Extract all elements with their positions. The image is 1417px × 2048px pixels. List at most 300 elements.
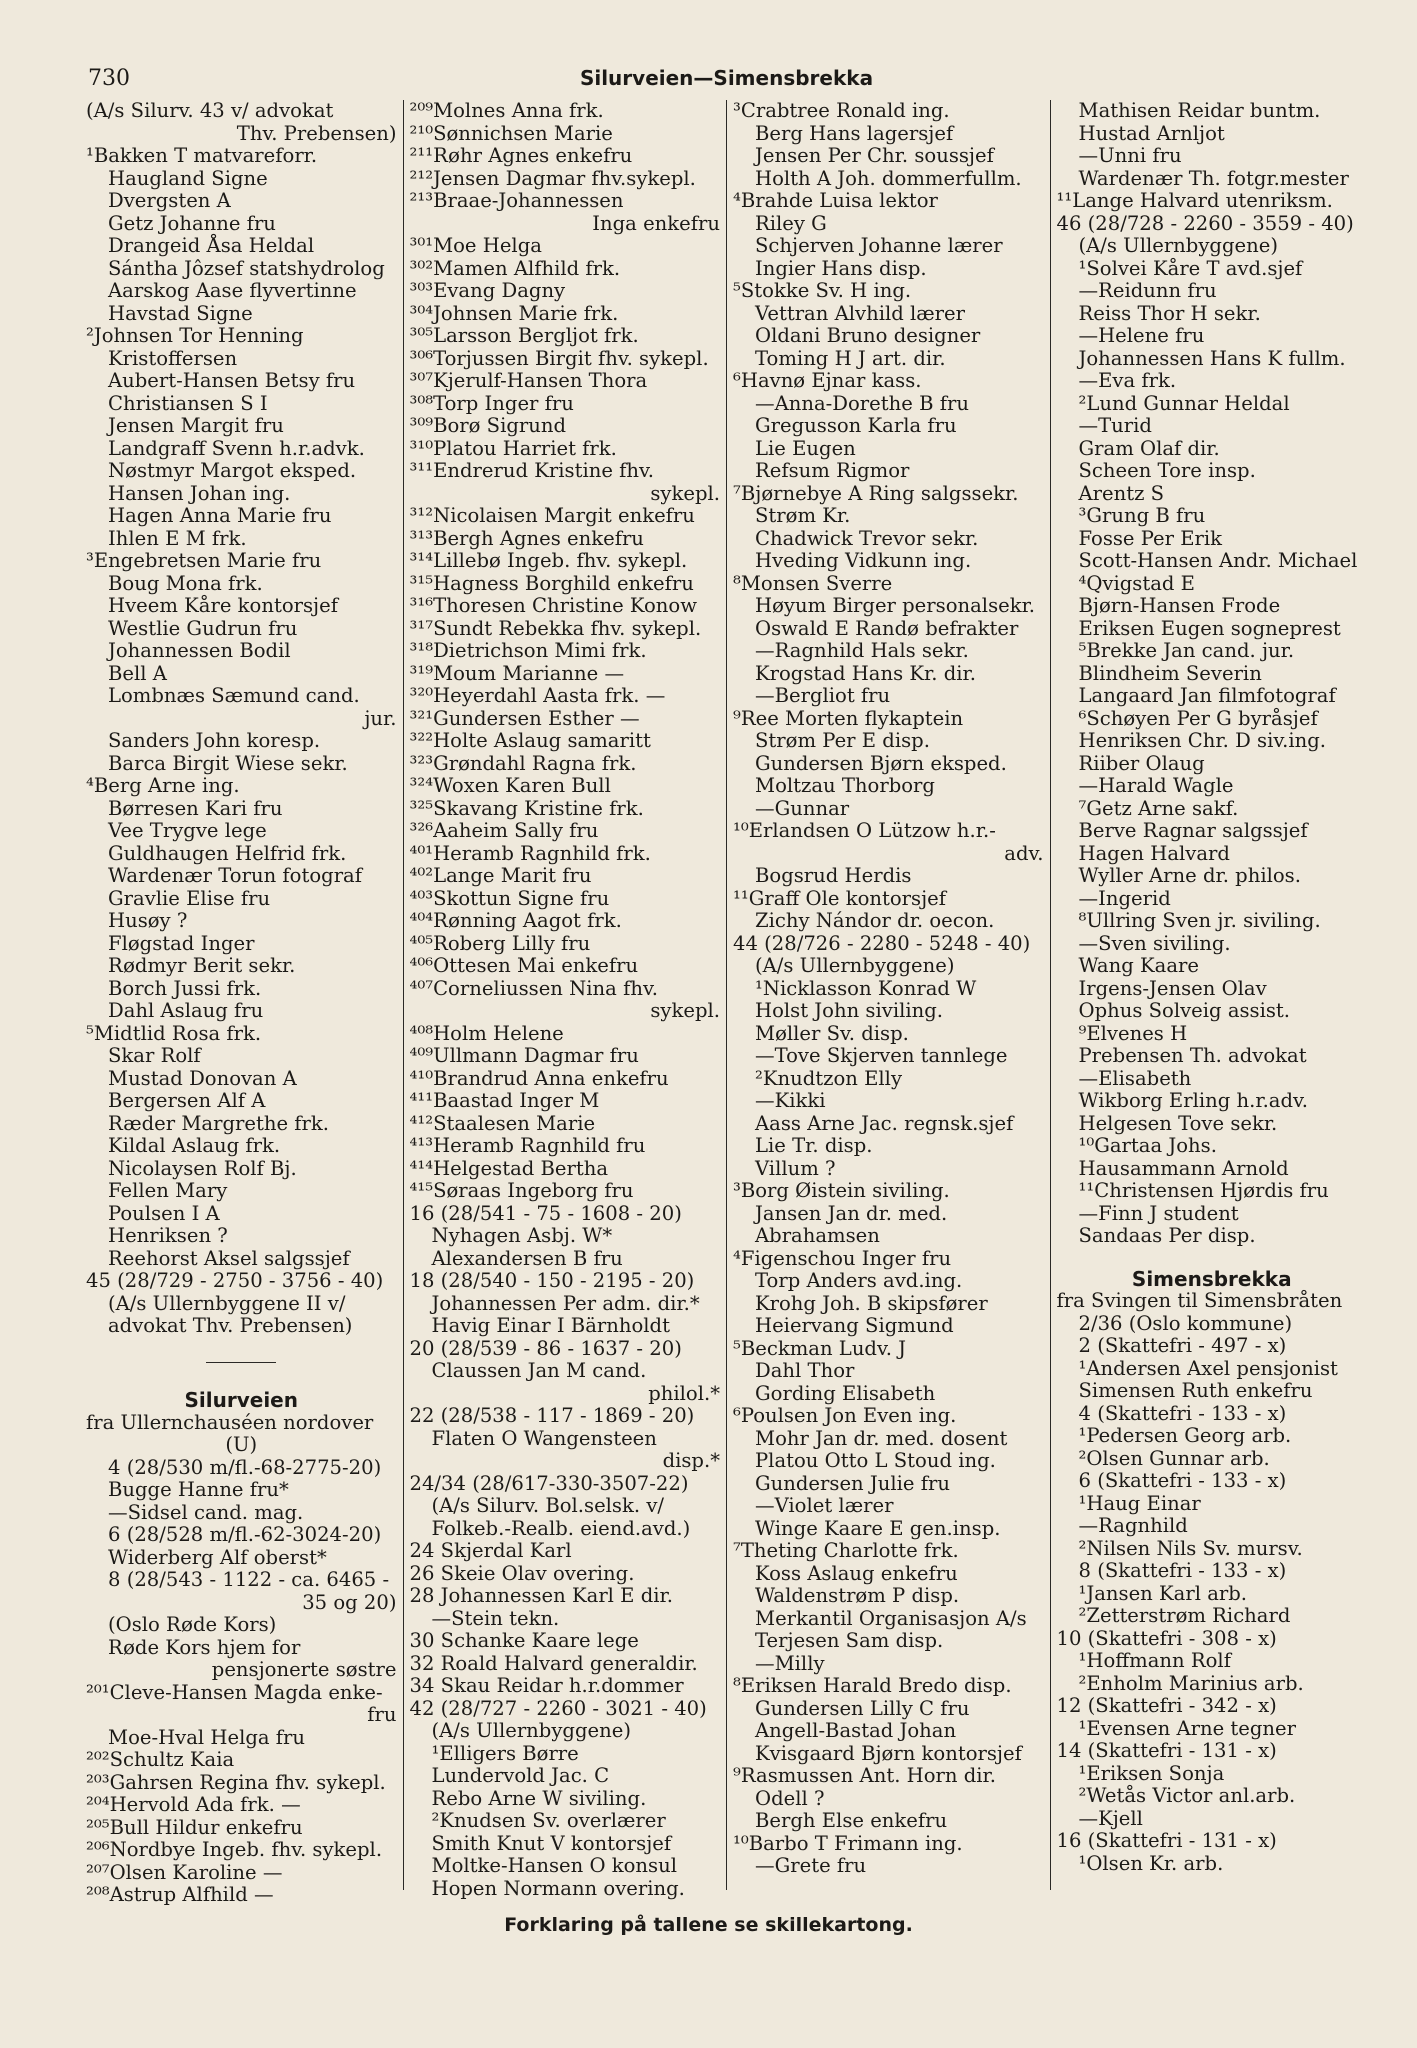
directory-line: Fosse Per Erik [1078,526,1223,550]
directory-line: fra Ullernchauséen nordover [86,1410,374,1434]
directory-line: Høyum Birger personalsekr. [755,594,1036,617]
directory-line: ²Wetås Victor anl.arb. [1078,1784,1296,1807]
directory-line: —Ragnhild Hals sekr. [755,639,969,662]
directory-line: Røde Kors hjem for [108,1635,301,1659]
directory-line: ⁵Stokke Sv. H ing. [733,279,912,302]
directory-line: ⁴⁰⁸Holm Helene [409,1021,564,1045]
directory-line: Zichy Nándor dr. oecon. [755,909,995,932]
column-4 [1051,100,1374,1890]
directory-line: ¹Nicklasson Konrad W [755,976,977,1000]
columns [80,99,1373,1906]
directory-line: Kildal Aslaug frk. [108,1134,281,1157]
directory-line: 10 (Skattefri - 308 - x) [1056,1626,1277,1650]
directory-line: 2 (Skattefri - 497 - x) [1078,1334,1287,1357]
directory-line: ³⁰²Mamen Alfhild frk. [409,256,621,280]
directory-line: pensjonerte søstre [211,1658,397,1681]
directory-line: —Grete fru [755,1854,867,1877]
directory-line: ²⁰⁷Olsen Karoline — [86,1860,283,1884]
directory-line: Johannessen Hans K fullm. [1078,346,1346,370]
directory-line: ³⁰⁴Johnsen Marie frk. [409,301,619,325]
directory-line: —Finn J student [1078,1201,1239,1225]
directory-line: Ophus Solveig assist. [1078,999,1291,1022]
directory-line: —Ragnhild [1078,1514,1188,1537]
directory-line: Westlie Gudrun fru [108,616,298,640]
directory-line: ²Knudsen Sv. overlærer [431,1809,666,1832]
directory-line: Haugland Signe [108,166,268,190]
directory-line: ¹Bakken T matvareforr. [86,144,318,167]
directory-line: Hveem Kåre kontorsjef [108,594,338,617]
directory-line: ⁴¹²Staalesen Marie [409,1111,596,1135]
directory-line: ³Engebretsen Marie fru [86,549,322,572]
directory-line: 4 (Skattefri - 133 - x) [1078,1401,1287,1425]
directory-line: Landgraff Svenn h.r.advk. [108,436,365,460]
directory-line: Oswald E Randø befrakter [755,616,1019,640]
directory-line: 16 (28/541 - 75 - 1608 - 20) [409,1201,682,1225]
directory-line: Lombnæs Sæmund cand. [108,684,360,707]
directory-line: disp.* [662,1449,720,1472]
directory-line: Angell-Bastad Johan [755,1719,957,1742]
directory-line: Kvisgaard Bjørn kontorsjef [755,1741,1022,1765]
directory-line: ²Enholm Marinius arb. [1078,1671,1304,1695]
directory-line: Hagen Anna Marie fru [108,504,332,527]
directory-line: ³⁰³Evang Dagny [409,279,566,302]
directory-line: Johannessen Bodil [108,639,291,662]
directory-line: Rebo Arne W siviling. [431,1786,647,1810]
directory-line: Waldenstrøm P disp. [755,1584,960,1607]
directory-line: Drangeid Åsa Heldal [108,234,315,257]
directory-line: —Sven siviling. [1078,931,1231,955]
directory-line: 2/36 (Oslo kommune) [1078,1311,1293,1335]
directory-line: sykepl. [650,999,720,1022]
directory-line: ²Olsen Gunnar arb. [1078,1446,1270,1470]
directory-line: ³Grung B fru [1078,504,1206,527]
column-1 [80,99,404,1906]
directory-line: Wang Kaare [1078,954,1199,977]
directory-line: ²¹³Braae-Johannessen [409,189,624,212]
directory-line: (U) [225,1433,258,1456]
directory-line: ³¹¹Endrerud Kristine fhv. [409,459,655,482]
directory-line: —Stein tekn. [431,1606,560,1630]
directory-line: Toming H J art. dir. [755,346,946,370]
directory-line: Blindheim Severin [1078,661,1262,685]
directory-line: Krogstad Hans Kr. dir. [755,661,976,685]
directory-line: —Ingerid [1078,886,1171,910]
directory-line: (A/s Silurv. 43 v/ advokat [86,99,334,122]
directory-line: Skar Rolf [108,1044,201,1067]
directory-line: ⁸Ullring Sven jr. siviling. [1078,909,1321,932]
directory-line: ⁶Schøyen Per G byråsjef [1078,706,1318,730]
directory-line: Sántha Jôzsef statshydrolog [108,256,385,280]
directory-line: —Milly [755,1651,825,1675]
directory-line: Widerberg Alf oberst* [108,1545,327,1569]
directory-line: Winge Kaare E gen.insp. [755,1516,1001,1540]
directory-line: (A/s Silurv. Bol.selsk. v/ [431,1494,664,1517]
directory-line: —Harald Wagle [1078,774,1234,797]
directory-line: Heiervang Sigmund [755,1314,954,1337]
directory-line: Reehorst Aksel salgssjef [108,1246,350,1270]
directory-line: Helgesen Tove sekr. [1078,1111,1278,1135]
directory-line: adv. [1004,841,1044,865]
directory-line: Wardenær Torun fotograf [108,864,362,887]
directory-line: Nyhagen Asbj. W* [431,1224,613,1247]
directory-line: Abrahamsen [755,1224,880,1247]
directory-line: ¹Pedersen Georg arb. [1078,1424,1292,1447]
directory-line: Scott-Hansen Andr. Michael [1078,549,1358,572]
directory-line: ⁴¹⁰Brandrud Anna enkefru [409,1066,669,1090]
directory-line: ¹¹Graff Ole kontorsjef [733,886,947,910]
directory-line: ²Knudtzon Elly [755,1066,903,1090]
directory-line: Nøstmyr Margot eksped. [108,459,357,482]
directory-line: —Reidunn fru [1078,279,1217,302]
directory-line: ³²⁶Aaheim Sally fru [409,819,599,842]
directory-line: Bergh Else enkefru [755,1809,948,1832]
directory-line: —Kjell [1078,1806,1143,1830]
directory-line: Barca Birgit Wiese sekr. [108,751,348,775]
directory-line: —Turid [1078,414,1152,437]
directory-line: ⁴⁰³Skottun Signe fru [409,886,610,910]
directory-line: ⁴⁰¹Heramb Ragnhild frk. [409,841,651,865]
directory-line: Bell A [108,661,167,685]
directory-line: Bergersen Alf A [108,1089,266,1112]
directory-line: ³Crabtree Ronald ing. [733,99,950,122]
directory-line: ¹⁰Gartaa Johs. [1078,1134,1217,1157]
directory-line: ³²⁰Heyerdahl Aasta frk. — [409,684,666,707]
directory-line: —Gunnar [755,796,850,820]
directory-line: Getz Johanne fru [108,211,276,235]
directory-line: ⁴Berg Arne ing. [86,774,240,797]
directory-line: ⁴Brahde Luisa lektor [733,189,938,212]
directory-line: 35 og 20) [302,1590,397,1614]
directory-line: Oldani Bruno designer [755,324,981,347]
directory-line: Dahl Thor [755,1359,855,1382]
directory-line: ²⁰²Schultz Kaia [86,1748,235,1771]
directory-line: Aarskog Aase flyvertinne [108,279,357,302]
directory-line: (A/s Ullernbyggene II v/ [108,1291,346,1315]
directory-line: Schjerven Johanne lærer [755,234,1003,257]
directory-line: ⁹Ree Morten flykaptein [733,706,964,730]
directory-line: fra Svingen til Simensbråten [1056,1289,1343,1312]
directory-line: ³²²Holte Aslaug samaritt [409,729,651,752]
directory-line: ³⁰⁶Torjussen Birgit fhv. sykepl. [409,346,709,370]
directory-line: —Tove Skjerven tannlege [755,1044,1008,1067]
directory-line: ¹Olsen Kr. arb. [1078,1851,1224,1875]
directory-line: Møller Sv. disp. [755,1021,909,1045]
directory-line: Rødmyr Berit sekr. [108,954,296,977]
directory-line: Hustad Arnljot [1078,121,1225,145]
directory-line: ⁴⁰⁹Ullmann Dagmar fru [409,1044,639,1067]
directory-line: ⁴⁰²Lange Marit fru [409,864,592,887]
directory-line: ³¹⁶Thoresen Christine Konow [409,594,697,617]
directory-line: ⁴⁰⁵Roberg Lilly fru [409,931,591,955]
directory-line: ⁷Bjørnebye A Ring salgssekr. [733,481,1019,505]
directory-line: 8 (28/543 - 1122 - ca. 6465 - [108,1568,390,1591]
directory-line: Bugge Hanne fru* [108,1478,289,1501]
page-header [80,62,1373,100]
directory-line: ²¹¹Røhr Agnes enkefru [409,144,633,167]
directory-line: ⁴⁰⁴Rønning Aagot frk. [409,909,622,932]
directory-line: ³¹⁷Sundt Rebekka fhv. sykepl. [409,616,702,640]
directory-line: 44 (28/726 - 2280 - 5248 - 40) [733,931,1031,955]
directory-line: Ihlen E M frk. [108,526,247,550]
directory-line: —Helene fru [1078,324,1205,347]
directory-line: ⁴¹¹Baastad Inger M [409,1089,600,1112]
directory-line: Gram Olaf dir. [1078,436,1220,460]
directory-line: 18 (28/540 - 150 - 2195 - 20) [409,1269,695,1292]
directory-line: ¹Jansen Karl arb. [1078,1581,1248,1605]
directory-line: Havig Einar I Bärnholdt [431,1314,670,1337]
directory-line: ⁶Poulsen Jon Even ing. [733,1404,957,1427]
directory-line: ⁴Qvigstad E [1078,571,1195,595]
directory-line: ³⁰⁵Larsson Bergljot frk. [409,324,639,347]
directory-line: Lie Eugen [755,436,856,460]
directory-line: Gording Elisabeth [755,1381,936,1405]
directory-line: ¹Andersen Axel pensjonist [1078,1356,1338,1380]
directory-line: advokat Thv. Prebensen) [108,1314,353,1337]
directory-line: Sanders John koresp. [108,729,321,752]
directory-line: Arentz S [1078,481,1165,505]
directory-line: ³²⁵Skavang Kristine frk. [409,796,644,820]
directory-line: Vee Trygve lege [108,819,267,842]
directory-line: Aubert-Hansen Betsy fru [108,369,356,392]
directory-line: Hagen Halvard [1078,841,1230,865]
directory-line: —Unni fru [1078,144,1182,167]
directory-line: 24/34 (28/617-330-3507-22) [409,1471,689,1495]
directory-line: ³¹⁴Lillebø Ingeb. fhv. sykepl. [409,549,688,572]
page-number: 730 [88,66,130,91]
directory-line: Alexandersen B fru [431,1246,623,1270]
directory-line: Smith Knut V kontorsjef [431,1831,672,1855]
directory-line: ¹Solvei Kåre T avd.sjef [1078,256,1303,280]
directory-line: ¹Hoffmann Rolf [1078,1649,1231,1672]
directory-line: Jensen Per Chr. soussjef [755,144,994,167]
directory-line: ⁷Theting Charlotte frk. [733,1539,959,1562]
directory-line: ¹Elligers Børre [431,1741,579,1765]
directory-line: Dvergsten A [108,189,231,212]
directory-line: Ingier Hans disp. [755,256,927,280]
directory-line: Eriksen Eugen sogneprest [1078,616,1341,640]
directory-line: Lie Tr. disp. [755,1134,873,1157]
directory-line: 16 (Skattefri - 131 - x) [1056,1829,1277,1852]
directory-line: ³¹⁸Dietrichson Mimi frk. [409,639,647,662]
directory-line: Berg Hans lagersjef [755,121,954,145]
directory-line: Torp Anders avd.ing. [755,1269,963,1292]
directory-line: ³¹²Nicolaisen Margit enkefru [409,504,695,527]
directory-line: ⁹Elvenes H [1078,1021,1188,1045]
directory-line: ¹Evensen Arne tegner [1078,1716,1296,1740]
directory-line: Koss Aslaug enkefru [755,1561,958,1585]
directory-line: Hveding Vidkunn ing. [755,549,972,572]
directory-line: Johannessen Per adm. dir.* [431,1291,700,1315]
directory-line: ⁸Eriksen Harald Bredo disp. [733,1674,1012,1697]
directory-line: Bjørn-Hansen Frode [1078,594,1281,617]
directory-line: ²Nilsen Nils Sv. mursv. [1078,1536,1303,1560]
directory-line: ²⁰¹Cleve-Hansen Magda enke- [86,1680,383,1704]
directory-line: 20 (28/539 - 86 - 1637 - 20) [409,1336,682,1360]
directory-line: Wyller Arne dr. philos. [1078,864,1301,887]
directory-line: Henriksen ? [108,1224,228,1247]
directory-line: 28 Johannessen Karl E dir. [409,1584,673,1607]
directory-line: ¹Eriksen Sonja [1078,1761,1225,1785]
directory-line: ⁸Monsen Sverre [733,571,893,595]
directory-line: Strøm Kr. [755,504,851,527]
directory-line: Lundervold Jac. C [431,1764,610,1787]
directory-line: Moe-Hval Helga fru [108,1725,306,1749]
directory-line: Havstad Signe [108,301,253,325]
directory-line: ²¹⁰Sønnichsen Marie [409,121,613,145]
directory-line: —Elisabeth [1078,1066,1192,1090]
directory-line: Hopen Normann overing. [431,1876,685,1900]
directory-line: 6 (Skattefri - 133 - x) [1078,1469,1287,1492]
directory-line: philol.* [648,1381,720,1405]
directory-line: —Anna-Dorethe B fru [755,391,969,415]
directory-line: Villum ? [755,1156,836,1180]
directory-line: ²Zetterstrøm Richard [1078,1604,1291,1627]
directory-line: Strøm Per E disp. [755,729,930,752]
directory-line: Fellen Mary [108,1179,228,1202]
section-heading: Silurveien [184,1388,298,1412]
directory-line: Gravlie Elise fru [108,886,271,910]
running-head: Silurveien—Simensbrekka [579,66,874,90]
directory-line: (A/s Ullernbyggene) [755,954,955,977]
directory-line: Guldhaugen Helfrid frk. [108,841,347,865]
directory-line: ⁵Midtlid Rosa frk. [86,1021,262,1045]
directory-line: ²⁰⁶Nordbye Ingeb. fhv. sykepl. [86,1838,383,1861]
directory-line: Aass Arne Jac. regnsk.sjef [755,1111,1014,1135]
directory-line: Merkantil Organisasjon A/s [755,1606,1027,1630]
directory-line: Odell ? [755,1786,825,1810]
directory-line: sykepl. [650,481,720,505]
directory-line: ⁴¹⁴Helgestad Bertha [409,1156,609,1180]
directory-line: 34 Skau Reidar h.r.dommer [409,1674,684,1697]
directory-line: Husøy ? [108,909,188,932]
directory-line: 26 Skeie Olav overing. [409,1561,635,1585]
directory-line: ³²⁴Woxen Karen Bull [409,774,611,797]
directory-line: ²⁰⁴Hervold Ada frk. — [86,1793,301,1816]
directory-line: —Sidsel cand. mag. [108,1500,304,1524]
directory-line: ³Borg Øistein siviling. [733,1179,950,1202]
directory-line: Børresen Kari fru [108,796,283,820]
directory-line: 6 (28/528 m/fl.-62-3024-20) [108,1523,382,1546]
directory-line: Refsum Rigmor [755,459,910,482]
directory-line: 32 Roald Halvard generaldir. [409,1651,698,1675]
directory-line: Christiansen S I [108,391,268,415]
directory-line: (A/s Ullernbyggene) [431,1719,631,1742]
directory-line: Gundersen Lilly C fru [755,1696,970,1720]
directory-line: ¹¹Christensen Hjørdis fru [1078,1179,1329,1202]
directory-line: ⁵Brekke Jan cand. jur. [1078,639,1295,662]
directory-line: ³⁰⁹Borø Sigrund [409,414,567,437]
directory-line: ¹Haug Einar [1078,1491,1201,1515]
directory-line: ¹¹Lange Halvard utenriksm. [1056,189,1333,212]
directory-line: 4 (28/530 m/fl.-68-2775-20) [108,1455,382,1479]
section-heading: Simensbrekka [1131,1266,1292,1291]
directory-line: Bogsrud Herdis [755,864,912,887]
directory-line: Ræder Margrethe frk. [108,1111,330,1135]
directory-line: ³⁰⁸Torp Inger fru [409,391,574,415]
directory-line: 12 (Skattefri - 342 - x) [1056,1694,1277,1717]
directory-line: —Eva frk. [1078,369,1177,392]
directory-line: ¹⁰Barbo T Frimann ing. [733,1831,963,1855]
directory-line: Prebensen Th. advokat [1078,1044,1307,1067]
directory-line: 14 (Skattefri - 131 - x) [1056,1739,1277,1762]
directory-line: Holth A Joh. dommerfullm. [755,166,1022,190]
directory-line: ²⁰⁵Bull Hildur enkefru [86,1815,303,1839]
directory-line: ⁴¹⁵Søraas Ingeborg fru [409,1179,634,1202]
directory-line: Hansen Johan ing. [108,481,291,505]
directory-line: Henriksen Chr. D siv.ing. [1078,729,1326,752]
directory-line: (A/s Ullernbyggene) [1078,234,1278,257]
directory-line: Flaten O Wangensteen [431,1426,657,1450]
directory-line: fru [367,1703,397,1726]
directory-line: ²⁰⁸Astrup Alfhild — [86,1883,274,1906]
directory-line: —Kikki [755,1089,826,1112]
directory-line: ³¹³Bergh Agnes enkefru [409,526,644,550]
directory-line: Claussen Jan M cand. [431,1359,647,1382]
directory-line: —Violet lærer [755,1494,894,1517]
directory-line: Gundersen Bjørn eksped. [755,751,1007,775]
directory-line: ²¹²Jensen Dagmar fhv.sykepl. [409,166,696,190]
directory-line: 45 (28/729 - 2750 - 3756 - 40) [86,1269,384,1292]
directory-line: Irgens-Jensen Olav [1078,976,1267,1000]
directory-line: Boug Mona frk. [108,571,263,595]
section-divider [206,1362,276,1364]
column-2 [404,99,728,1900]
directory-line: Hausammann Arnold [1078,1156,1289,1180]
directory-line: ²Johnsen Tor Henning [86,324,304,347]
directory-line: Kristoffersen [108,346,238,370]
directory-line: ⁹Rasmussen Ant. Horn dir. [733,1764,996,1787]
directory-line: Inga enkefru [592,211,720,235]
directory-line: Moltzau Thorborg [755,774,935,797]
page-footer: Forklaring på tallene se skillekartong. [504,1914,913,1936]
directory-line: Nicolaysen Rolf Bj. [108,1156,297,1180]
directory-line: ²⁰⁹Molnes Anna frk. [409,99,604,122]
directory-line: Riiber Olaug [1078,751,1205,775]
directory-line: Reiss Thor H sekr. [1078,301,1261,325]
directory-line: Thv. Prebensen) [236,121,397,145]
directory-line: Jansen Jan dr. med. [755,1201,948,1225]
directory-line: Langaard Jan filmfotograf [1078,684,1336,707]
directory-line: 30 Schanke Kaare lege [409,1629,639,1652]
directory-line: ⁴⁰⁷Corneliussen Nina fhv. [409,976,658,1000]
directory-line: ³⁰¹Moe Helga [409,234,542,257]
directory-line: ⁴¹³Heramb Ragnhild fru [409,1134,646,1157]
directory-line: Sandaas Per disp. [1078,1224,1256,1247]
directory-line: Folkeb.-Realb. eiend.avd.) [431,1516,691,1540]
directory-line: Platou Otto L Stoud ing. [755,1449,996,1472]
directory-line: 8 (Skattefri - 133 - x) [1078,1559,1287,1582]
directory-line: Wikborg Erling h.r.adv. [1078,1089,1308,1112]
directory-line: 46 (28/728 - 2260 - 3559 - 40) [1056,211,1354,235]
directory-line: Dahl Aslaug fru [108,999,264,1022]
directory-line: jur. [364,706,397,730]
directory-line: 22 (28/538 - 117 - 1869 - 20) [409,1404,695,1427]
directory-line: ³⁰⁷Kjerulf-Hansen Thora [409,369,648,392]
directory-line: ³²³Grøndahl Ragna frk. [409,751,637,775]
directory-line: Moltke-Hansen O konsul [431,1854,677,1877]
directory-line: ²Lund Gunnar Heldal [1078,391,1290,415]
directory-line: 24 Skjerdal Karl [409,1539,572,1562]
directory-line: Borch Jussi frk. [108,976,262,1000]
directory-line: ³²¹Gundersen Esther — [409,706,640,730]
directory-line: Holst John siviling. [755,999,944,1022]
directory-line: ⁴⁰⁶Ottesen Mai enkefru [409,954,639,977]
directory-line: —Bergliot fru [755,684,891,707]
directory-line: Riley G [755,211,827,235]
directory-line: Berve Ragnar salgssjef [1078,819,1308,842]
directory-line: Wardenær Th. fotgr.mester [1078,166,1349,190]
directory-line: Gundersen Julie fru [755,1471,950,1495]
